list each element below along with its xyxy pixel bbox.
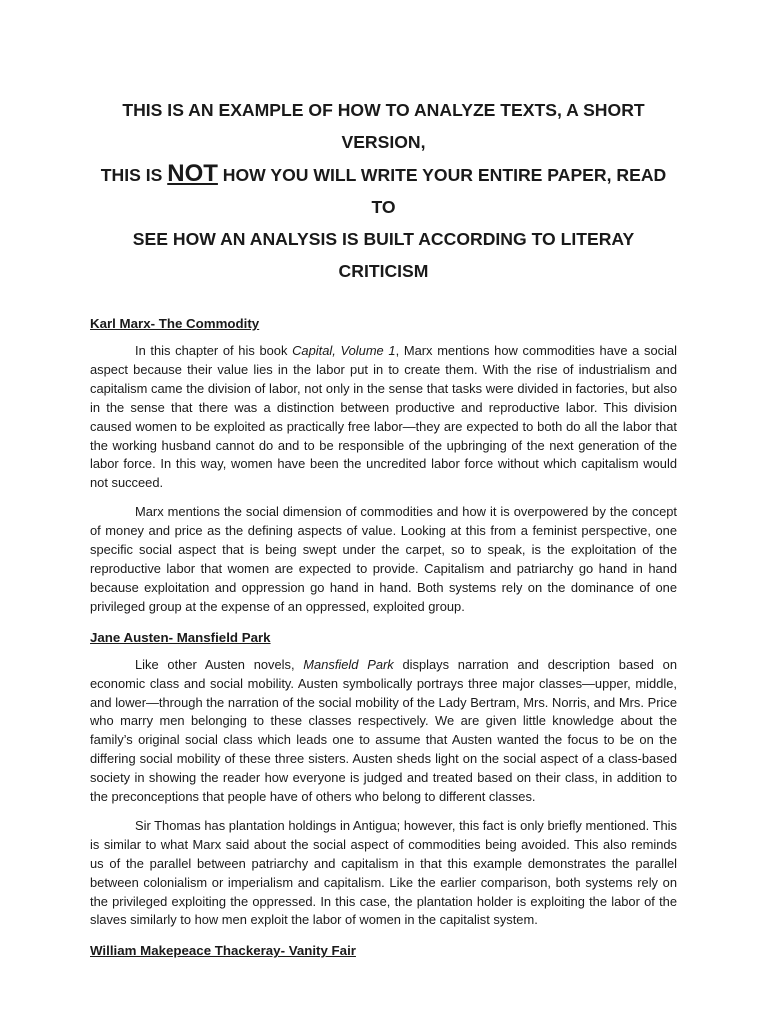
section-heading-austen: Jane Austen- Mansfield Park [90,629,271,645]
book-title-italic: Capital, Volume 1 [292,343,396,358]
paragraph-text: Like other Austen novels, [135,656,304,672]
section-heading-marx: Karl Marx- The Commodity [90,316,260,331]
paragraph-austen-2: Sir Thomas has plantation holdings in Antigua; however, this fact is only briefly mentioned. This is similar to what Marx said about the social aspect of commodities being avoided. This also reminds us of the parallel between patriarchy and capitalism in that this example demonstrates the parallel between colonialism or imperialism and capitalism. Like the earlier comparison, both systems rely on the privileged exploiting the oppressed. In this case, the plantation holder is exploiting the labor of the slaves similarly to how men exploit the labor of women in the capitalist system. [90,817,677,928]
title-line-2 [90,158,677,223]
paragraph-text: displays narration and description based on economic class and social mobility. Austen symbolically portrays three major classes—upper, middle, and lower—through the narration of the social mobility of the Lady Bertram, Mrs. Norris, and Mrs. Price who marry men belonging to these classes respectively. We are given little knowledge about the family’s original social class which leads one to assume that Austen wanted the focus to be on the differing social mobility of these three sisters. Austen sheds light on the social aspect of a class-based society in showing the reader how everyone is judged and treated based on their class, in addition to the preconceptions that people have of others who belong to different classes. [90,656,677,805]
title-line-3: SEE HOW AN ANALYSIS IS BUILT ACCORDING TO LITERAY CRITICISM [132,229,635,281]
title-emphasis-not: NOT [167,160,218,187]
title-line-1: THIS IS AN EXAMPLE OF HOW TO ANALYZE TEXTS, A SHORT VERSION, [122,100,645,152]
paragraph-marx-2: Marx mentions the social dimension of commodities and how it is overpowered by the concept of money and price as the defining aspects of value. Looking at this from a feminist perspective, one specific social aspect that is being swept under the carpet, so to speak, is the exploitation of the reproductive labor that women are expected to provide. Capitalism and patriarchy go hand in hand because exploitation and oppression go hand in hand. Both systems rely on the dominance of one privileged group at the expense of an oppressed, exploited group. [90,504,677,614]
title-line-2-post: HOW YOU WILL WRITE YOUR ENTIRE PAPER, READ TO [217,165,667,217]
paragraph-marx-1 [90,342,677,493]
title-line-2-pre: THIS IS [100,165,168,185]
section-heading-thackeray: William Makepeace Thackeray- Vanity Fair [90,943,356,959]
book-title-italic: Mansfield Park [303,656,394,672]
paragraph-text: , Marx mentions how commodities have a social aspect because their value lies in the labor put in to create them. With the rise of industrialism and capitalism came the division of labor, not only in the sense that tasks were divided in factories, but also in the sense that there was a distinction between productive and reproductive labor. This division caused women to be exploited as practically free labor—they are expected to both do all the labor that the working husband cannot do and to be responsible of the upbringing of the next generation of the labor force. In this way, women have been the uncredited labor force without which capitalism would not succeed. [90,343,677,491]
paragraph-austen-1 [90,656,677,807]
document-title [90,94,677,287]
paragraph-text: In this chapter of his book [135,343,293,358]
